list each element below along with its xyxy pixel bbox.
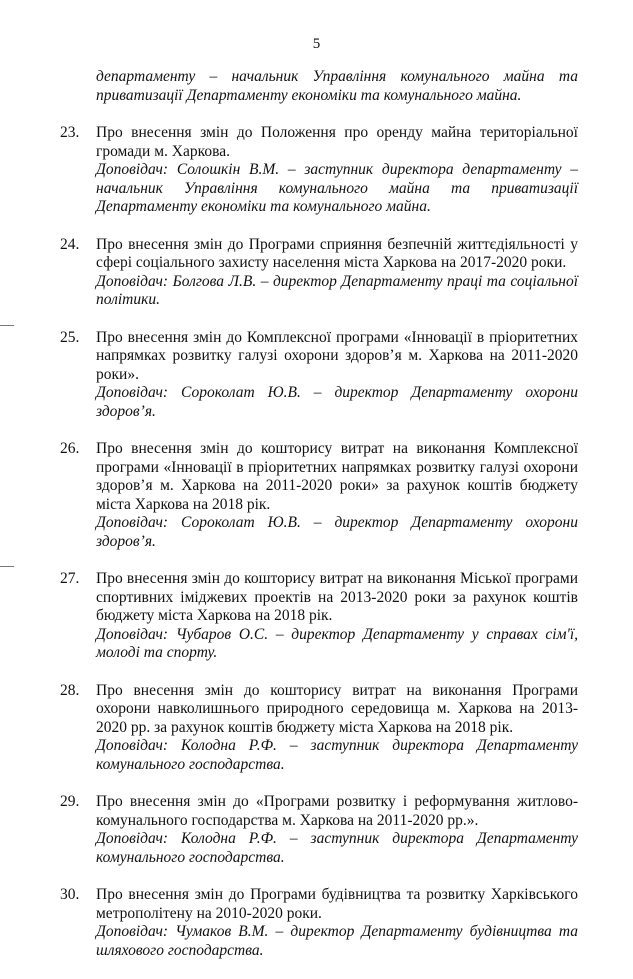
agenda-item xyxy=(60,886,578,960)
agenda-item-number: 23. xyxy=(60,124,80,141)
agenda-item-number: 30. xyxy=(60,886,80,903)
speaker-label: Доповідач: xyxy=(96,272,169,290)
agenda-item-body xyxy=(96,570,578,663)
agenda-item-title: Про внесення змін до Положення про оренду майна територіальної громади м. Харкова. xyxy=(96,124,578,160)
agenda-item-speaker xyxy=(96,384,578,421)
agenda-item-body xyxy=(96,236,578,310)
speaker-text: Сороколат Ю.В. – директор Департаменту охорони здоров’я. xyxy=(96,384,579,420)
agenda-item-speaker xyxy=(96,161,578,217)
agenda-item xyxy=(60,236,578,310)
agenda-item-body xyxy=(96,682,578,775)
agenda-item-title: Про внесення змін до кошторису витрат на виконання Програми охорони навколишнього природного середовища м. Харкова на 2013-2020 рр. за рахунок коштів бюджету міста Харкова на 2018 рік. xyxy=(96,681,578,736)
speaker-text: Чумаков В.М. – директор Департаменту будівництва та шляхового господарства. xyxy=(96,923,578,959)
page-number: 5 xyxy=(312,36,321,52)
speaker-label: Доповідач: xyxy=(96,161,169,178)
agenda-content xyxy=(60,68,578,979)
speaker-text: Колодна Р.Ф. – заступник директора Департаменту комунального господарства. xyxy=(96,830,578,866)
agenda-item-body xyxy=(96,793,578,867)
speaker-label: Доповідач: xyxy=(96,737,169,754)
speaker-text: Болгова Л.В. – директор Департаменту праці та соціальної політики. xyxy=(96,272,579,308)
scan-edge-mark xyxy=(0,566,14,567)
agenda-item-speaker xyxy=(96,626,578,663)
speaker-label: Доповідач: xyxy=(96,830,169,847)
agenda-item-title: Про внесення змін до Програми будівництва та розвитку Харківського метрополітену на 2010-2020 роки. xyxy=(96,886,578,922)
speaker-text: Солошкін В.М. – заступник директора департаменту – начальник Управління комунального майна та приватизації Департаменту економіки та комунального майна. xyxy=(96,161,579,215)
agenda-item-body xyxy=(96,440,578,551)
speaker-text: Колодна Р.Ф. – заступник директора Департаменту комунального господарства. xyxy=(96,737,578,773)
agenda-item xyxy=(60,570,578,663)
speaker-label: Доповідач: xyxy=(96,514,169,531)
agenda-item xyxy=(60,682,578,775)
speaker-label: Доповідач: xyxy=(96,625,169,643)
agenda-item-title: Про внесення змін до кошторису витрат на виконання Комплексної програми «Інновації в пріоритетних напрямках розвитку галузі охорони здоров’я м. Харкова на 2011-2020 роки» за рахунок коштів бюджету міста Харкова на 2018 рік. xyxy=(96,440,578,513)
agenda-item-speaker xyxy=(96,273,578,310)
agenda-item-number: 28. xyxy=(60,681,80,699)
agenda-item-number: 26. xyxy=(60,440,80,457)
agenda-item-body xyxy=(96,329,578,422)
agenda-list xyxy=(60,124,578,960)
agenda-item-number: 29. xyxy=(60,793,80,810)
agenda-item-number: 25. xyxy=(60,328,80,346)
agenda-item-title: Про внесення змін до Програми сприяння безпечній життєдіяльності у сфері соціального захисту населення міста Харкова на 2017-2020 роки. xyxy=(96,235,578,271)
speaker-text: Чубаров О.С. – директор Департаменту у справах сім'ї, молоді та спорту. xyxy=(96,625,579,661)
agenda-item-number: 27. xyxy=(60,570,80,587)
agenda-item xyxy=(60,124,578,217)
scan-edge-mark xyxy=(0,325,14,326)
agenda-item-speaker xyxy=(96,830,578,867)
speaker-label: Доповідач: xyxy=(96,384,169,401)
agenda-item-body xyxy=(96,124,578,217)
agenda-item-number: 24. xyxy=(60,235,80,253)
agenda-item xyxy=(60,793,578,867)
intro-continuation: департаменту – начальник Управління комунального майна та приватизації Департаменту економіки та комунального майна. xyxy=(96,68,578,104)
speaker-text: Сороколат Ю.В. – директор Департаменту охорони здоров’я. xyxy=(96,514,579,550)
agenda-item-title: Про внесення змін до Комплексної програми «Інновації в пріоритетних напрямках розвитку галузі охорони здоров’я м. Харкова на 2011-2020 роки». xyxy=(96,328,578,383)
agenda-item-speaker xyxy=(96,737,578,774)
agenda-item-title: Про внесення змін до кошторису витрат на виконання Міської програми спортивних іміджевих проектів на 2013-2020 роки за рахунок коштів бюджету міста Харкова на 2018 рік. xyxy=(96,570,578,624)
agenda-item xyxy=(60,440,578,551)
agenda-item-title: Про внесення змін до «Програми розвитку і реформування житлово-комунального господарства м. Харкова на 2011-2020 рр.». xyxy=(96,793,578,829)
agenda-item-speaker xyxy=(96,514,578,551)
speaker-label: Доповідач: xyxy=(96,923,169,940)
agenda-item-speaker xyxy=(96,923,578,960)
agenda-item xyxy=(60,329,578,422)
agenda-item-body xyxy=(96,886,578,960)
